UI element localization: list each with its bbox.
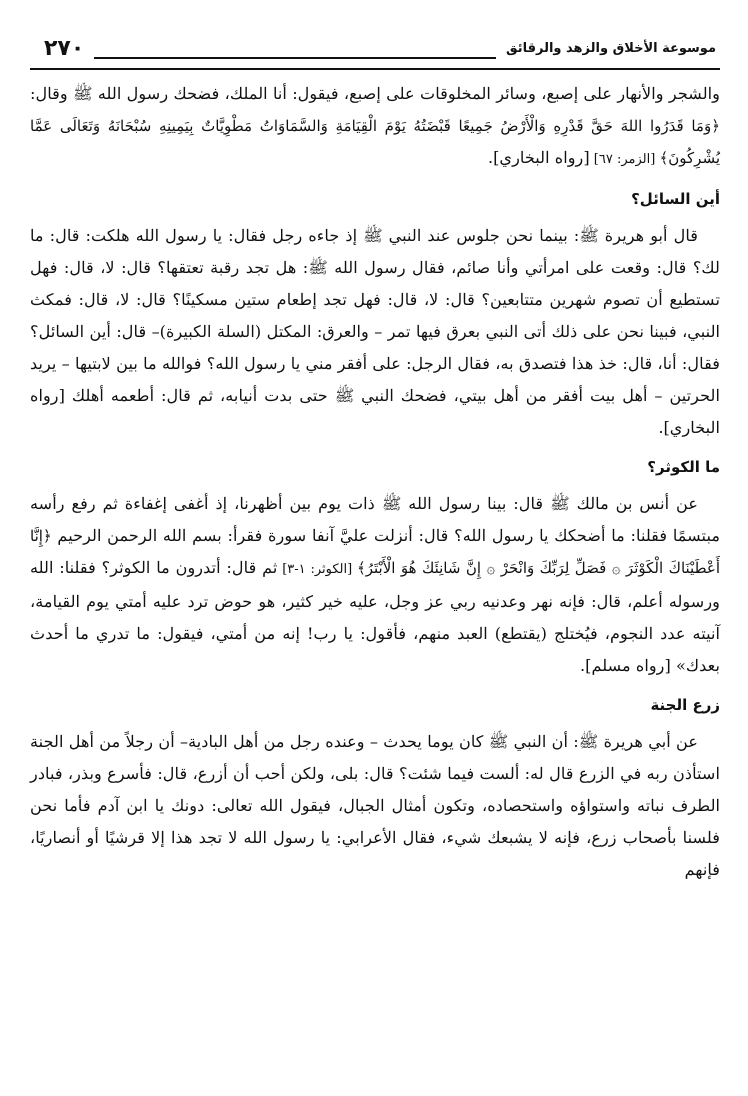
section2-verse-reference: [الكوثر: ١-٣]	[277, 562, 357, 577]
section2-quran-verse: ﴿إِنَّا أَعْطَيْنَاكَ الْكَوْثَرَ ۞ فَصَلِّ لِرَبِّكَ وَانْحَرْ ۞ إِنَّ شَانِئَكَ هُوَ الْأَبْتَرُ﴾	[30, 527, 720, 577]
section2-text-start: عن أنس بن مالك ﷺ قال: بينا رسول الله ﷺ ذات يوم بين أظهرنا، إذ أغفى إغفاءة ثم رفع رأسه مبتسمًا فقلنا: ما أضحكك يا رسول الله؟ قال: أنزلت عليَّ آنفا سورة فقرأ: بسم الله الرحمن الرحيم	[30, 494, 720, 545]
section2-text-end: ثم قال: أتدرون ما الكوثر؟ فقلنا: الله ورسوله أعلم، قال: فإنه نهر وعدنيه ربي عز وجل، عليه خير كثير، هو حوض ترد عليه أمتي يوم القيامة، آنيته عدد النجوم، فيُختلج (يقتطع) العبد منهم، فأقول: يا رب! إنه من أمتي، فيقول: ما تدري ما أحدث بعدك» [رواه مسلم].	[30, 558, 720, 675]
section-title-where-is-the-asker: أين السائل؟	[631, 190, 720, 208]
intro-paragraph	[30, 78, 720, 176]
section-title-what-is-kawthar: ما الكوثر؟	[647, 458, 720, 476]
section2-paragraph	[30, 488, 720, 682]
page-number: ٢٧٠	[44, 35, 85, 61]
section1-paragraph: قال أبو هريرة ﷺ: بينما نحن جلوس عند النبي ﷺ إذ جاءه رجل فقال: يا رسول الله هلكت: قال: ما لك؟ قال: وقعت على امرأتي وأنا صائم، فقال رسول الله ﷺ: هل تجد رقبة تعتقها؟ قال: لا، قال: فهل تستطيع أن تصوم شهرين متتابعين؟ قال: لا، قال: فهل تجد إطعام ستين مسكينًا؟ قال: لا، قال: فمكث النبي، فبينا نحن على ذلك أتى النبي بعرق فيها تمر – والعرق: المكتل (السلة الكبيرة)– قال: أين السائل؟ فقال: أنا، قال: خذ هذا فتصدق به، فقال الرجل: على أفقر مني يا رسول الله؟ فوالله ما بين لابتيها – يريد الحرتين – أهل بيت أفقر من أهل بيتي، فضحك النبي ﷺ حتى بدت أنيابه، ثم قال: أطعمه أهلك [رواه البخاري].	[30, 226, 720, 437]
intro-verse-reference: [الزمر: ٦٧]	[589, 152, 660, 167]
book-page	[30, 28, 720, 1078]
intro-text-start: والشجر والأنهار على إصبع، وسائر المخلوقات على إصبع، فيقول: أنا الملك، فضحك رسول الله ﷺ وقال:	[30, 84, 720, 103]
intro-quran-verse: ﴿وَمَا قَدَرُوا اللهَ حَقَّ قَدْرِهِ وَالْأَرْضُ جَمِيعًا قَبْضَتُهُ يَوْمَ الْقِيَامَةِ وَالسَّمَاوَاتُ مَطْوِيَّاتٌ بِيَمِينِهِ سُبْحَانَهُ وَتَعَالَى عَمَّا يُشْرِكُونَ﴾	[30, 117, 720, 167]
page-header	[30, 28, 720, 70]
book-title: موسوعة الأخلاق والزهد والرقائق	[506, 40, 716, 56]
section3-paragraph: عن أبي هريرة ﷺ: أن النبي ﷺ كان يوما يحدث – وعنده رجل من أهل البادية– أن رجلاً من أهل الجنة استأذن ربه في الزرع قال له: ألست فيما شئت؟ قال: بلى، ولكن أحب أن أزرع، قال: فأسرع وبذر، فبادر الطرف نباته واستواؤه واستحصاده، وتكون أمثال الجبال، فيقول الله تعالى: دونك يا ابن آدم فأما نحن فلسنا بأصحاب زرع، فإنه لا يشبعك شيء، فقال الأعرابي: يا رسول الله لا تجد هذا إلا قرشيًا أو أنصاريًا، فإنهم	[30, 732, 720, 879]
page-content	[30, 78, 720, 886]
header-rule	[94, 57, 496, 59]
section-title-paradise-farming: زرع الجنة	[650, 696, 720, 714]
intro-text-end: [رواه البخاري].	[487, 148, 590, 167]
